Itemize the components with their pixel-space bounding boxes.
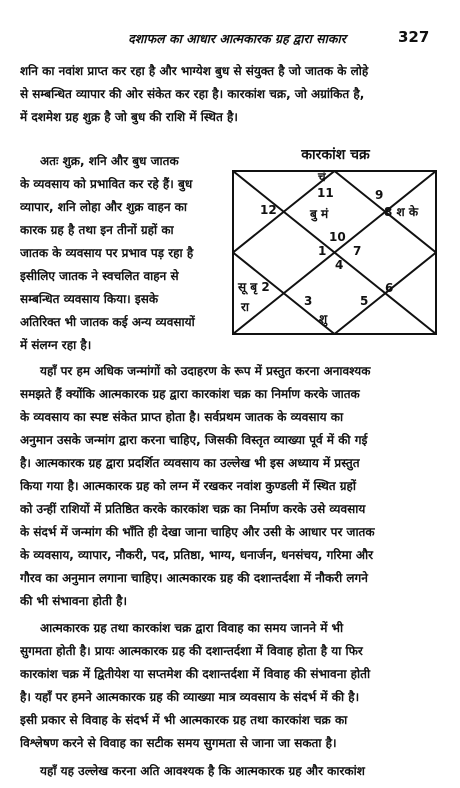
text-line: कारक ग्रह है तथा इन तीनों ग्रहों का [20,223,174,237]
chart-grid [232,170,437,335]
text-line: शनि का नवांश प्राप्त कर रहा है और भाग्येश बुध से संयुक्त है जो जातक के लोहे [20,64,369,78]
text-line: अतः शुक्र, शनि और बुध जातक [40,154,179,168]
text-line: को उन्हीं राशियों में प्रतिष्ठित करके कारकांश चक्र का निर्माण करके उसे व्यवसाय [20,502,366,516]
label-house-8-saturn-ketu: 8 श के [384,205,419,219]
text-line: अतिरिक्त भी जातक कई अन्य व्यवसायों [20,315,195,329]
label-house-1: 1 [318,244,327,258]
text-line: गौरव का अनुमान लगाना चाहिए। आत्मकारक ग्रह की दशान्तर्दशा में नौकरी लगने [20,571,368,585]
label-rahu: रा [241,300,250,314]
text-line: जातक के व्यवसाय पर प्रभाव पड़ रहा है [20,246,194,260]
text-line: इसी प्रकार से विवाह के संदर्भ में भी आत्मकारक ग्रह तथा कारकांश चक्र का [20,713,348,727]
label-moon: चं [318,170,326,184]
text-line: के संदर्भ में जन्मांग की भाँति ही देखा जाना चाहिए और उसी के आधार पर जातक [20,525,375,539]
paragraph-3 [20,360,440,613]
label-house-6: 6 [385,281,394,295]
text-line: व्यापार, शनि लोहा और शुक्र वाहन का [20,200,187,214]
text-line: अनुमान उसके जन्मांग द्वारा करना चाहिए, जिसकी विस्तृत व्याख्या पूर्व में की गई [20,433,368,447]
label-house-9: 9 [375,188,384,202]
text-line: है। आत्मकारक ग्रह द्वारा प्रदर्शित व्यवसाय का उल्लेख भी इस अध्याय में प्रस्तुत [20,456,360,470]
text-line: आत्मकारक ग्रह तथा कारकांश चक्र द्वारा विवाह का समय जानने में भी [40,621,344,635]
label-house-11: 11 [317,186,334,200]
paragraph-1 [20,60,440,129]
label-mercury-mars: बु मं [310,207,329,221]
running-header-title: दशाफल का आधार आत्मकारक ग्रह द्वारा साकार [128,31,346,46]
paragraph-5 [20,760,440,783]
label-venus: शु [319,312,328,326]
text-line: के व्यवसाय को प्रभावित कर रहे हैं। बुध [20,177,193,191]
text-line: यहाँ पर हम अधिक जन्मांगों को उदाहरण के रूप में प्रस्तुत करना अनावश्यक [40,364,371,378]
text-line: सम्बन्धित व्यवसाय किया। इसके [20,292,159,306]
chart-title: कारकांश चक्र [301,147,370,163]
text-line: इसीलिए जातक ने स्वचलित वाहन से [20,269,179,283]
text-line: है। यहाँ पर हमने आत्मकारक ग्रह की व्याख्या मात्र व्यवसाय के संदर्भ में की है। [20,690,360,704]
label-house-3: 3 [304,294,313,308]
label-house-5: 5 [360,294,369,308]
label-sun-jupiter-house-2: सू बृ 2 [238,280,270,294]
text-line: समझते हैं क्योंकि आत्मकारक ग्रह द्वारा कारकांश चक्र का निर्माण करके जातक [20,387,360,401]
text-line: से सम्बन्धित व्यापार की ओर संकेत कर रहा है। कारकांश चक्र, जो अग्रांकित है, [20,87,365,101]
text-line: सुगमता होती है। प्रायः आत्मकारक ग्रह की दशान्तर्दशा में विवाह होता है या फिर [20,644,363,658]
text-line: किया गया है। आत्मकारक ग्रह को लग्न में रखकर नवांश कुण्डली में स्थित ग्रहों [20,479,357,493]
text-line: में दशमेश ग्रह शुक्र है जो बुध की राशि में स्थित है। [20,110,238,124]
label-house-4: 4 [335,258,344,272]
text-line: विश्लेषण करने से विवाह का सटीक समय सुगमता से जाना जा सकता है। [20,736,337,750]
karakamsha-chart [232,170,437,335]
text-line: के व्यवसाय, व्यापार, नौकरी, पद, प्रतिष्ठा, भाग्य, धनार्जन, धनसंचय, गरिमा और [20,548,374,562]
text-line: की भी संभावना होती है। [20,594,128,608]
page-number: 327 [398,28,430,46]
text-line: यहाँ यह उल्लेख करना अति आवश्यक है कि आत्मकारक ग्रह और कारकांश [40,764,365,778]
text-line: में संलग्न रहा है। [20,338,92,352]
text-line: के व्यवसाय का स्पष्ट संकेत प्राप्त होता है। सर्वप्रथम जातक के व्यवसाय का [20,410,344,424]
label-house-12: 12 [260,203,277,217]
paragraph-4 [20,617,440,755]
label-house-10: 10 [329,230,346,244]
paragraph-2 [20,150,225,357]
label-house-7: 7 [353,244,362,258]
text-line: कारकांश चक्र में द्वितीयेश या सप्तमेश की दशान्तर्दशा में विवाह की संभावना होती [20,667,371,681]
